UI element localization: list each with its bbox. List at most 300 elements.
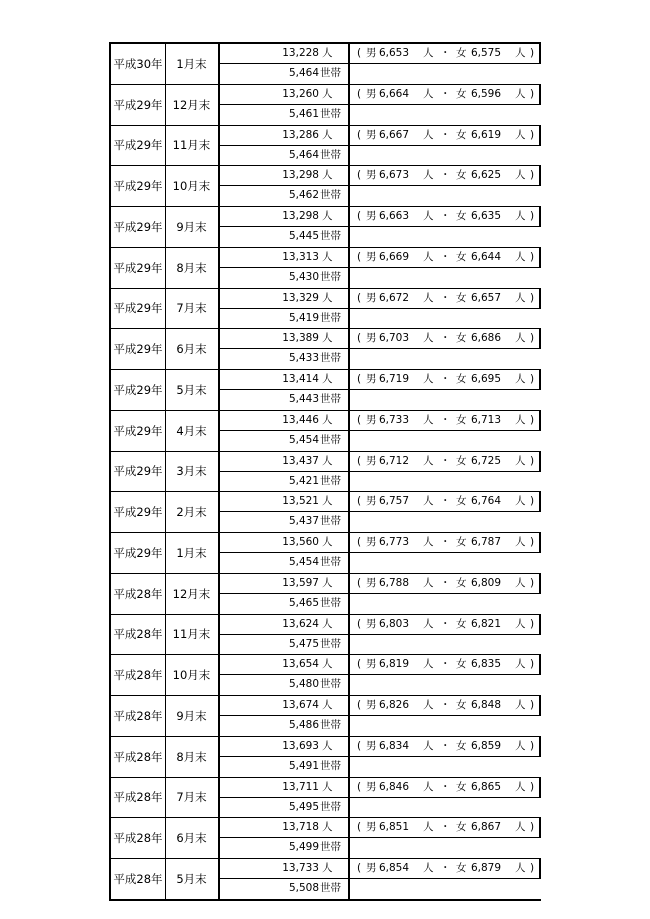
male-label: 男 <box>366 780 377 793</box>
households-value: 5,464 <box>288 67 319 79</box>
population-value: 13,313 <box>282 250 319 263</box>
month-cell: 11月末 <box>165 126 220 166</box>
close-paren: ) <box>530 291 535 304</box>
male-value: 6,664 <box>378 87 409 100</box>
households-cell <box>220 268 350 288</box>
households-cell <box>220 553 350 573</box>
month-cell: 5月末 <box>165 370 220 410</box>
households-value: 5,462 <box>288 189 319 202</box>
female-label: 女 <box>456 821 467 834</box>
male-unit: 人 <box>423 454 434 467</box>
households-value: 5,495 <box>288 800 319 813</box>
female-unit: 人 <box>515 87 526 100</box>
close-paren: ) <box>530 495 535 508</box>
population-value: 13,389 <box>282 332 319 345</box>
open-paren: ( <box>357 576 362 589</box>
person-unit: 人 <box>322 739 333 752</box>
table-row <box>109 574 541 615</box>
male-value: 6,673 <box>378 169 409 182</box>
population-cell <box>220 126 350 145</box>
table-row <box>109 859 541 901</box>
households-cell <box>220 716 350 736</box>
households-value: 5,421 <box>288 474 319 487</box>
month-cell: 5月末 <box>165 859 220 899</box>
population-table <box>109 42 541 901</box>
population-cell <box>220 248 350 267</box>
population-cell <box>220 737 350 756</box>
male-value: 6,826 <box>378 699 409 711</box>
person-unit: 人 <box>322 699 333 711</box>
household-unit: 世帯 <box>320 433 341 446</box>
female-label: 女 <box>456 739 467 752</box>
households-value: 5,430 <box>288 270 319 283</box>
population-cell <box>220 289 350 308</box>
female-label: 女 <box>456 373 467 385</box>
population-row <box>220 166 541 186</box>
separator-dot: ・ <box>440 250 451 263</box>
male-unit: 人 <box>423 87 434 100</box>
households-value: 5,480 <box>288 678 319 691</box>
population-cell <box>220 655 350 674</box>
table-row <box>109 778 541 819</box>
person-unit: 人 <box>322 373 333 385</box>
era-cell: 平成28年 <box>109 615 166 655</box>
households-cell <box>220 594 350 614</box>
male-unit: 人 <box>423 210 434 222</box>
population-cell <box>220 533 350 552</box>
open-paren: ( <box>357 780 362 793</box>
table-row <box>109 696 541 737</box>
era-cell: 平成28年 <box>109 696 166 736</box>
separator-dot: ・ <box>440 780 451 793</box>
male-value: 6,703 <box>378 332 409 345</box>
population-row <box>220 370 541 390</box>
male-unit: 人 <box>423 373 434 385</box>
era-cell: 平成29年 <box>109 370 166 410</box>
population-cell <box>220 370 350 389</box>
month-cell: 10月末 <box>165 166 220 206</box>
population-value: 13,560 <box>282 536 319 548</box>
population-cell <box>220 452 350 471</box>
population-row <box>220 818 541 838</box>
era-cell: 平成28年 <box>109 818 166 858</box>
male-unit: 人 <box>423 739 434 752</box>
month-cell: 7月末 <box>165 778 220 818</box>
era-cell: 平成29年 <box>109 329 166 369</box>
male-value: 6,773 <box>378 536 409 548</box>
month-cell: 8月末 <box>165 248 220 288</box>
month-cell: 7月末 <box>165 289 220 329</box>
male-unit: 人 <box>423 332 434 345</box>
male-unit: 人 <box>423 495 434 508</box>
open-paren: ( <box>357 821 362 834</box>
separator-dot: ・ <box>440 739 451 752</box>
male-label: 男 <box>366 495 377 508</box>
household-unit: 世帯 <box>320 556 341 568</box>
person-unit: 人 <box>322 47 333 59</box>
female-value: 6,879 <box>470 862 501 874</box>
male-unit: 人 <box>423 413 434 426</box>
households-value: 5,499 <box>288 841 319 854</box>
households-cell <box>220 472 350 492</box>
male-unit: 人 <box>423 291 434 304</box>
open-paren: ( <box>357 739 362 752</box>
female-unit: 人 <box>515 658 526 671</box>
female-label: 女 <box>456 495 467 508</box>
male-value: 6,672 <box>378 291 409 304</box>
female-unit: 人 <box>515 699 526 711</box>
population-row <box>220 778 541 798</box>
male-label: 男 <box>366 862 377 874</box>
population-row <box>220 248 541 268</box>
month-cell: 3月末 <box>165 452 220 492</box>
population-row <box>220 289 541 309</box>
female-value: 6,575 <box>470 47 501 59</box>
household-unit: 世帯 <box>320 148 341 161</box>
month-cell: 1月末 <box>165 44 220 84</box>
table-row <box>109 452 541 493</box>
male-label: 男 <box>366 87 377 100</box>
population-row <box>220 737 541 757</box>
person-unit: 人 <box>322 291 333 304</box>
table-row <box>109 411 541 452</box>
close-paren: ) <box>530 739 535 752</box>
female-label: 女 <box>456 169 467 182</box>
female-label: 女 <box>456 617 467 630</box>
population-value: 13,521 <box>282 495 319 508</box>
close-paren: ) <box>530 536 535 548</box>
male-label: 男 <box>366 454 377 467</box>
male-label: 男 <box>366 821 377 834</box>
separator-dot: ・ <box>440 862 451 874</box>
close-paren: ) <box>530 699 535 711</box>
male-label: 男 <box>366 128 377 141</box>
open-paren: ( <box>357 250 362 263</box>
male-label: 男 <box>366 210 377 222</box>
population-value: 13,437 <box>282 454 319 467</box>
separator-dot: ・ <box>440 576 451 589</box>
male-label: 男 <box>366 169 377 182</box>
open-paren: ( <box>357 169 362 182</box>
population-row <box>220 44 541 64</box>
separator-dot: ・ <box>440 87 451 100</box>
household-unit: 世帯 <box>320 311 341 324</box>
male-unit: 人 <box>423 780 434 793</box>
era-cell: 平成29年 <box>109 248 166 288</box>
male-label: 男 <box>366 47 377 59</box>
population-value: 13,228 <box>282 47 319 59</box>
households-value: 5,475 <box>288 637 319 650</box>
person-unit: 人 <box>322 780 333 793</box>
table-row <box>109 166 541 207</box>
male-label: 男 <box>366 291 377 304</box>
male-label: 男 <box>366 332 377 345</box>
population-value: 13,674 <box>282 699 319 711</box>
table-row <box>109 737 541 778</box>
month-cell: 9月末 <box>165 207 220 247</box>
households-cell <box>220 349 350 369</box>
open-paren: ( <box>357 617 362 630</box>
population-row <box>220 452 541 472</box>
separator-dot: ・ <box>440 821 451 834</box>
era-cell: 平成29年 <box>109 492 166 532</box>
separator-dot: ・ <box>440 617 451 630</box>
female-unit: 人 <box>515 210 526 222</box>
household-unit: 世帯 <box>320 841 341 854</box>
close-paren: ) <box>530 862 535 874</box>
person-unit: 人 <box>322 332 333 345</box>
male-value: 6,667 <box>378 128 409 141</box>
female-value: 6,686 <box>470 332 501 345</box>
close-paren: ) <box>530 47 535 59</box>
separator-dot: ・ <box>440 699 451 711</box>
month-cell: 2月末 <box>165 492 220 532</box>
households-value: 5,491 <box>288 759 319 772</box>
population-row <box>220 655 541 675</box>
female-value: 6,848 <box>470 699 501 711</box>
households-value: 5,461 <box>288 107 319 120</box>
era-cell: 平成29年 <box>109 533 166 573</box>
population-value: 13,286 <box>282 128 319 141</box>
population-value: 13,446 <box>282 413 319 426</box>
population-row <box>220 533 541 553</box>
households-cell <box>220 798 350 818</box>
population-row <box>220 615 541 635</box>
households-value: 5,443 <box>288 393 319 405</box>
open-paren: ( <box>357 128 362 141</box>
open-paren: ( <box>357 454 362 467</box>
households-cell <box>220 309 350 329</box>
female-value: 6,635 <box>470 210 501 222</box>
population-value: 13,718 <box>282 821 319 834</box>
household-unit: 世帯 <box>320 678 341 691</box>
female-value: 6,657 <box>470 291 501 304</box>
close-paren: ) <box>530 210 535 222</box>
close-paren: ) <box>530 87 535 100</box>
female-value: 6,865 <box>470 780 501 793</box>
population-value: 13,654 <box>282 658 319 671</box>
households-value: 5,445 <box>288 230 319 242</box>
month-cell: 11月末 <box>165 615 220 655</box>
female-label: 女 <box>456 413 467 426</box>
female-value: 6,619 <box>470 128 501 141</box>
close-paren: ) <box>530 413 535 426</box>
male-label: 男 <box>366 250 377 263</box>
female-unit: 人 <box>515 780 526 793</box>
era-cell: 平成28年 <box>109 737 166 777</box>
era-cell: 平成29年 <box>109 166 166 206</box>
female-label: 女 <box>456 862 467 874</box>
population-row <box>220 126 541 146</box>
households-cell <box>220 390 350 410</box>
households-cell <box>220 227 350 247</box>
household-unit: 世帯 <box>320 189 341 202</box>
person-unit: 人 <box>322 658 333 671</box>
era-cell: 平成28年 <box>109 859 166 899</box>
month-cell: 9月末 <box>165 696 220 736</box>
person-unit: 人 <box>322 495 333 508</box>
table-row <box>109 615 541 656</box>
separator-dot: ・ <box>440 413 451 426</box>
close-paren: ) <box>530 821 535 834</box>
month-cell: 6月末 <box>165 818 220 858</box>
male-value: 6,712 <box>378 454 409 467</box>
table-row <box>109 818 541 859</box>
population-cell <box>220 615 350 634</box>
population-cell <box>220 44 350 63</box>
table-row <box>109 492 541 533</box>
male-value: 6,757 <box>378 495 409 508</box>
month-cell: 6月末 <box>165 329 220 369</box>
open-paren: ( <box>357 862 362 874</box>
male-unit: 人 <box>423 128 434 141</box>
female-label: 女 <box>456 47 467 59</box>
household-unit: 世帯 <box>320 230 341 242</box>
person-unit: 人 <box>322 210 333 222</box>
male-unit: 人 <box>423 576 434 589</box>
household-unit: 世帯 <box>320 474 341 487</box>
table-row <box>109 329 541 370</box>
male-value: 6,819 <box>378 658 409 671</box>
open-paren: ( <box>357 373 362 385</box>
person-unit: 人 <box>322 821 333 834</box>
female-unit: 人 <box>515 536 526 548</box>
male-unit: 人 <box>423 47 434 59</box>
era-cell: 平成30年 <box>109 44 166 84</box>
households-cell <box>220 431 350 451</box>
era-cell: 平成28年 <box>109 574 166 614</box>
male-label: 男 <box>366 739 377 752</box>
household-unit: 世帯 <box>320 270 341 283</box>
person-unit: 人 <box>322 413 333 426</box>
table-row <box>109 248 541 289</box>
female-label: 女 <box>456 780 467 793</box>
table-row <box>109 533 541 574</box>
female-unit: 人 <box>515 332 526 345</box>
table-row <box>109 370 541 411</box>
female-value: 6,596 <box>470 87 501 100</box>
male-value: 6,788 <box>378 576 409 589</box>
female-unit: 人 <box>515 862 526 874</box>
era-cell: 平成28年 <box>109 655 166 695</box>
close-paren: ) <box>530 576 535 589</box>
female-label: 女 <box>456 699 467 711</box>
male-unit: 人 <box>423 250 434 263</box>
female-unit: 人 <box>515 47 526 59</box>
person-unit: 人 <box>322 169 333 182</box>
open-paren: ( <box>357 413 362 426</box>
separator-dot: ・ <box>440 495 451 508</box>
household-unit: 世帯 <box>320 596 341 609</box>
households-value: 5,454 <box>288 556 319 568</box>
separator-dot: ・ <box>440 169 451 182</box>
female-value: 6,867 <box>470 821 501 834</box>
population-cell <box>220 696 350 715</box>
table-row <box>109 126 541 167</box>
female-value: 6,787 <box>470 536 501 548</box>
female-label: 女 <box>456 128 467 141</box>
household-unit: 世帯 <box>320 719 341 731</box>
open-paren: ( <box>357 536 362 548</box>
person-unit: 人 <box>322 576 333 589</box>
population-cell <box>220 778 350 797</box>
population-cell <box>220 207 350 226</box>
female-label: 女 <box>456 291 467 304</box>
separator-dot: ・ <box>440 210 451 222</box>
close-paren: ) <box>530 373 535 385</box>
person-unit: 人 <box>322 617 333 630</box>
households-cell <box>220 512 350 532</box>
households-value: 5,465 <box>288 596 319 609</box>
households-value: 5,433 <box>288 352 319 365</box>
household-unit: 世帯 <box>320 882 341 894</box>
female-unit: 人 <box>515 373 526 385</box>
separator-dot: ・ <box>440 536 451 548</box>
male-unit: 人 <box>423 821 434 834</box>
households-cell <box>220 757 350 777</box>
population-row <box>220 696 541 716</box>
open-paren: ( <box>357 332 362 345</box>
table-row <box>109 289 541 330</box>
female-label: 女 <box>456 87 467 100</box>
open-paren: ( <box>357 495 362 508</box>
separator-dot: ・ <box>440 128 451 141</box>
male-unit: 人 <box>423 617 434 630</box>
separator-dot: ・ <box>440 47 451 59</box>
households-value: 5,486 <box>288 719 319 731</box>
female-value: 6,859 <box>470 739 501 752</box>
male-unit: 人 <box>423 699 434 711</box>
female-value: 6,713 <box>470 413 501 426</box>
month-cell: 1月末 <box>165 533 220 573</box>
female-value: 6,809 <box>470 576 501 589</box>
female-label: 女 <box>456 250 467 263</box>
household-unit: 世帯 <box>320 759 341 772</box>
separator-dot: ・ <box>440 454 451 467</box>
female-value: 6,821 <box>470 617 501 630</box>
population-cell <box>220 411 350 430</box>
female-label: 女 <box>456 332 467 345</box>
person-unit: 人 <box>322 128 333 141</box>
population-row <box>220 207 541 227</box>
male-label: 男 <box>366 373 377 385</box>
population-row <box>220 492 541 512</box>
population-value: 13,329 <box>282 291 319 304</box>
female-unit: 人 <box>515 739 526 752</box>
era-cell: 平成29年 <box>109 411 166 451</box>
households-cell <box>220 675 350 695</box>
male-label: 男 <box>366 617 377 630</box>
population-value: 13,693 <box>282 739 319 752</box>
population-row <box>220 574 541 594</box>
population-cell <box>220 818 350 837</box>
male-value: 6,846 <box>378 780 409 793</box>
female-label: 女 <box>456 658 467 671</box>
open-paren: ( <box>357 658 362 671</box>
male-label: 男 <box>366 413 377 426</box>
households-value: 5,454 <box>288 433 319 446</box>
population-value: 13,597 <box>282 576 319 589</box>
close-paren: ) <box>530 617 535 630</box>
households-value: 5,437 <box>288 515 319 528</box>
female-label: 女 <box>456 536 467 548</box>
households-cell <box>220 635 350 655</box>
household-unit: 世帯 <box>320 800 341 813</box>
female-value: 6,725 <box>470 454 501 467</box>
population-value: 13,260 <box>282 87 319 100</box>
open-paren: ( <box>357 699 362 711</box>
male-label: 男 <box>366 576 377 589</box>
